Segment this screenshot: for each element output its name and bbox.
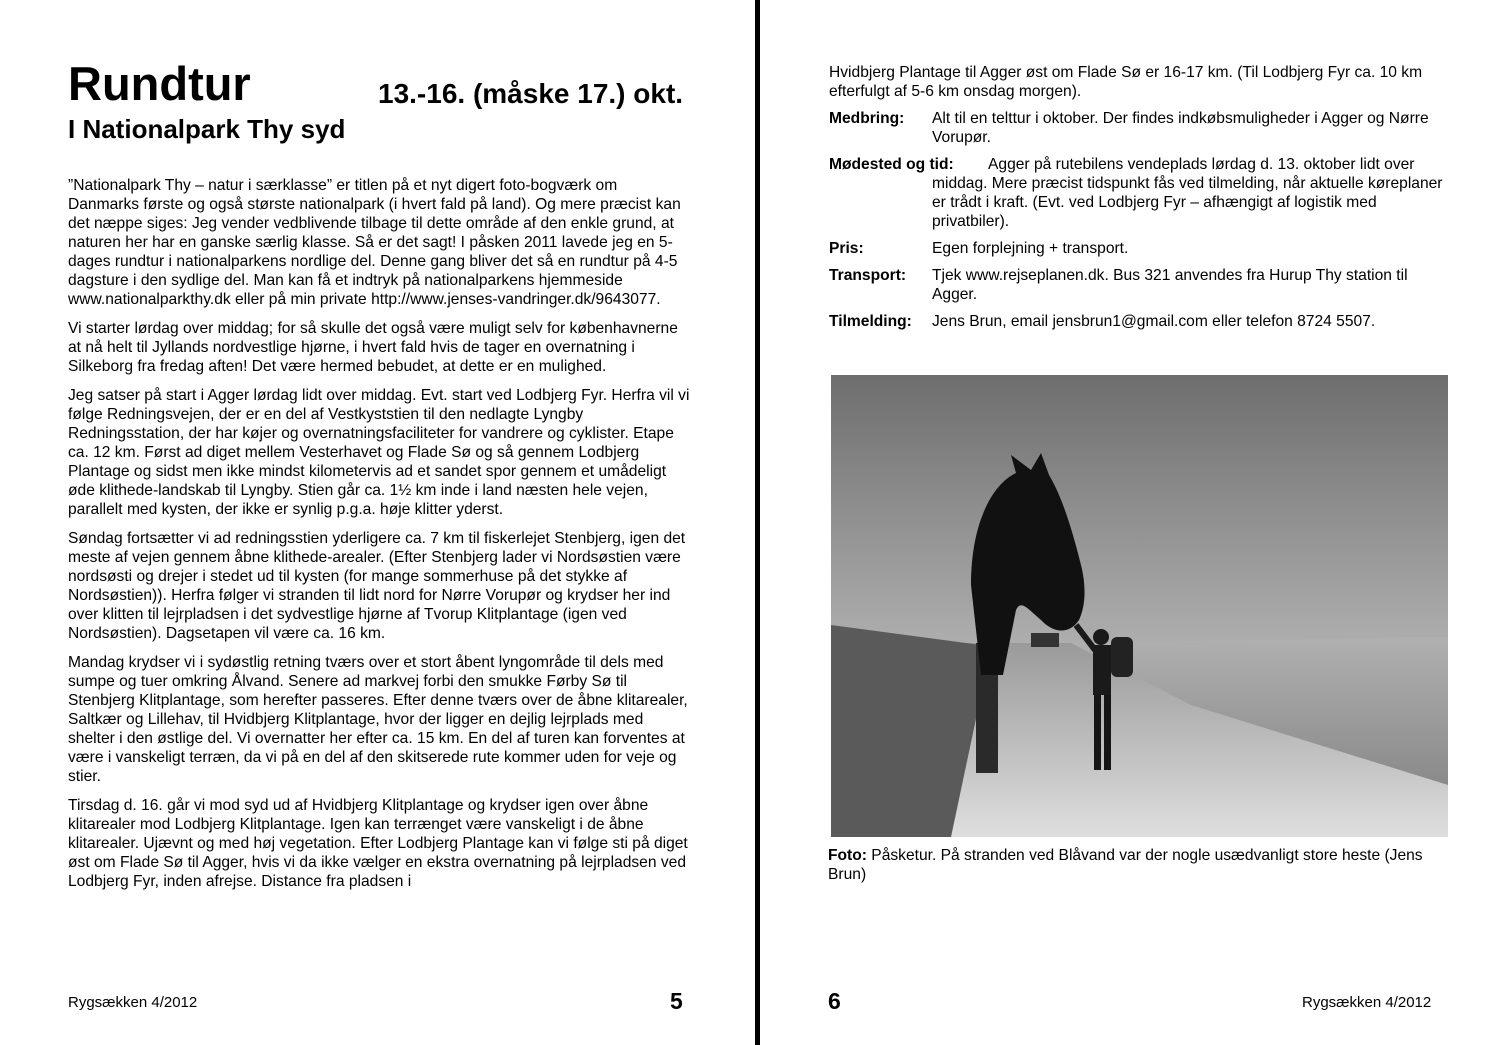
caption-text: Påsketur. På stranden ved Blåvand var der nogle usædvanligt store heste (Jens Brun) — [828, 847, 1423, 883]
article-body — [68, 176, 690, 901]
caption-label: Foto: — [828, 847, 867, 864]
continuation-text: Hvidbjerg Plantage til Agger øst om Flade Sø er 16-17 km. (Til Lodbjerg Fyr ca. 10 km efterfulgt af 5-6 km onsdag morgen). — [829, 64, 1423, 100]
info-row-pris — [829, 239, 1449, 266]
paragraph-agger-start: Jeg satser på start i Agger lørdag lidt over middag. Evt. start ved Lodbjerg Fyr. Herfra vil vi følge Redningsvejen, der er en del af Vestkyststien til den nedlagte Lyngby Redningsstation, der har køjer og overnatningsfaciliteter for vandrere og cyklister. Etape ca. 12 km. Først ad diget mellem Vesterhavet og Flade Sø og så gennem Lodbjerg Plantage og sidst men ikke mindst kilometervis ad et sandet spor gennem et umådeligt øde klithede-landskab til Lyngby. Stien går ca. 1½ km inde i land næsten hele vejen, parallelt med kysten, der ikke er synlig p.g.a. høje klitter yderst. — [68, 387, 690, 518]
page-6 — [762, 0, 1508, 1045]
paragraph-start-saturday: Vi starter lørdag over middag; for så skulle det også være muligt selv for københavnerne at nå helt til Jyllands nordvestlige hjørne, i hvert fald hvis de tager en overnatning i Silkeborg fra fredag aften! Det være hermed bebudet, at dette er en mulighed. — [68, 320, 678, 375]
info-label-pris: Pris: — [829, 240, 864, 257]
info-value-moedested: Agger på rutebilens vendeplads lørdag d. 13. oktober lidt over middag. Mere præcist tidspunkt fås ved tilmelding, når aktuelle køreplaner er trådt i kraft. (Evt. ved Lodbjerg Fyr – afhængigt af logistik med privatbiler). — [932, 156, 1443, 230]
info-label-transport: Transport: — [829, 267, 907, 284]
distant-hut — [1031, 633, 1059, 647]
paragraph-tuesday: Tirsdag d. 16. går vi mod syd ud af Hvidbjerg Klitplantage og krydser igen over åbne klitarealer mod Lodbjerg Klitplantage. Igen kan terrænget være vanskeligt i de åbne klitarealer. Ujævnt og med høj vegetation. Efter Lodbjerg Plantage kan vi følge sti på diget øst om Flade Sø til Agger, hvis vi da ikke vælger en ekstra overnatning på lejrpladsen ved Lodbjerg Fyr, inden afrejse. Distance fra pladsen i — [68, 797, 688, 890]
info-row-tilmelding — [829, 312, 1449, 339]
info-value-pris: Egen forplejning + transport. — [932, 240, 1129, 257]
paragraph-monday: Mandag krydser vi i sydøstlig retning tværs over et stort åbent lyngområde til dels med sumpe og tuer omkring Ålvand. Senere ad markvej forbi den smukke Førby Sø til Stenbjerg Klitplantage, som herefter passeres. Efter denne tværs over de åbne klitarealer, Saltkær og Lillehav, til Hvidbjerg Klitplantage, hvor der ligger en dejlig lejrplads med shelter i den østlige del. Vi overnatter her efter ca. 15 km. En del af turen kan forventes at være i vanskeligt terræn, da vi på en del af den skitserede rute kommer uden for veje og stier. — [68, 654, 688, 785]
info-label-medbring: Medbring: — [829, 110, 905, 127]
article-title: Rundtur — [68, 57, 251, 110]
page-spine-divider — [755, 0, 760, 1045]
info-value-tilmelding: Jens Brun, email jensbrun1@gmail.com eller telefon 8724 5507. — [932, 313, 1376, 330]
article-dates: 13.-16. (måske 17.) okt. — [378, 78, 684, 109]
info-label-tilmelding: Tilmelding: — [829, 313, 912, 330]
photo-caption — [828, 846, 1450, 884]
info-row-moedested — [829, 155, 1449, 239]
page-number-right: 6 — [828, 988, 841, 1014]
info-table — [829, 109, 1449, 339]
beach-horse-photo — [831, 375, 1448, 837]
article-subtitle: I Nationalpark Thy syd — [68, 114, 346, 144]
info-value-transport: Tjek www.rejseplanen.dk. Bus 321 anvendes fra Hurup Thy station til Agger. — [932, 267, 1408, 303]
paragraph-sunday: Søndag fortsætter vi ad redningsstien yderligere ca. 7 km til fiskerlejet Stenbjerg, igen det meste af vejen gennem åbne klithede-arealer. (Efter Stenbjerg lader vi Nordsøstien være nordsøsti og drejer i stedet ud til kysten (for mange sommerhuse på det stykke af Nordsøstien)). Herfra følger vi stranden til lidt nord for Nørre Vorupør og krydser her ind over klitten til lejrpladsen i det sydvestlige hjørne af Tvorup Klitplantage (igen ved Nordsøstien). Dagsetapen vil være ca. 16 km. — [68, 530, 686, 642]
footer-magazine-left: Rygsækken 4/2012 — [68, 994, 198, 1011]
info-value-medbring: Alt til en telttur i oktober. Der findes indkøbsmuligheder i Agger og Nørre Vorupør. — [932, 110, 1429, 146]
info-label-moedested: Mødested og tid: — [829, 156, 954, 173]
paragraph-intro: ”Nationalpark Thy – natur i særklasse” er titlen på et nyt digert foto-bogværk om Danmarks første og også største nationalpark (i hvert fald på land). Og mere præcist kan det næppe siges: Jeg vender vedblivende tilbage til dette område af den enkle grund, at naturen her har en ganske særlig klasse. Så er det sagt! I påsken 2011 lavede jeg en 5-dages rundtur i nationalparkens nordlige del. Denne gang bliver det så en rundtur på 4-5 dagsture i den sydlige del. Man kan få et indtryk på nationalparkens hjemmeside www.nationalparkthy.dk eller på min private http://www.jenses-vandringer.dk/9643077. — [68, 177, 681, 308]
page-number-left: 5 — [670, 988, 683, 1014]
info-row-medbring — [829, 109, 1449, 155]
info-row-transport — [829, 266, 1449, 312]
footer-magazine-right: Rygsækken 4/2012 — [1302, 994, 1432, 1011]
